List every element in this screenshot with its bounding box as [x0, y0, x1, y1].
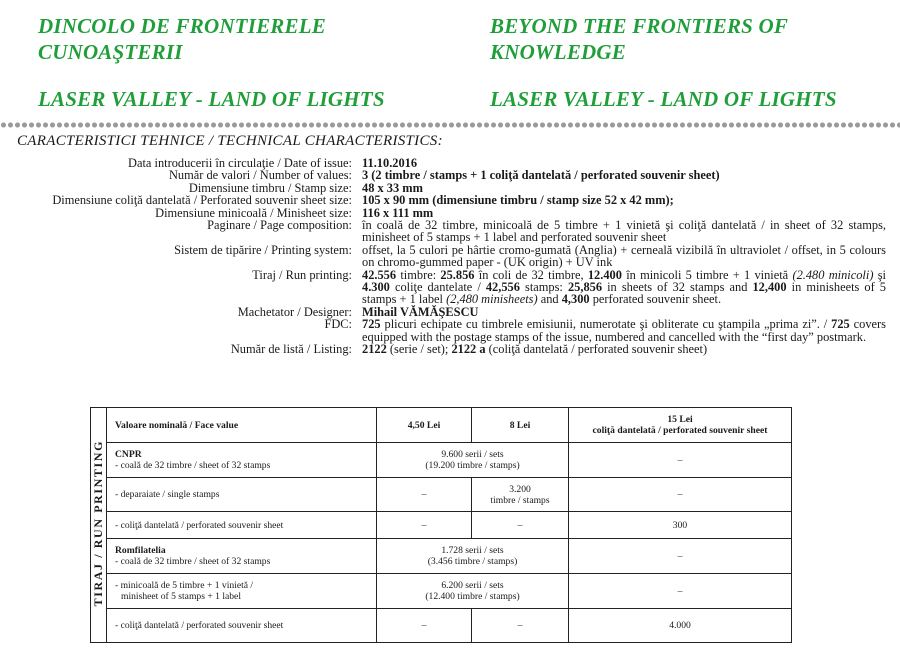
spec-label: Dimensiune minicoală / Minisheet size:	[155, 205, 352, 220]
subtitle-romanian: LASER VALLEY - LAND OF LIGHTS	[38, 87, 385, 111]
row-desc: - coliţă dantelată / perforated souvenir sheet	[107, 512, 377, 539]
row-value-3: –	[569, 539, 792, 574]
spec-row-fdc	[0, 318, 890, 343]
row-value-1: –	[377, 512, 472, 539]
table-row	[91, 478, 792, 512]
spec-row-sheet-size	[0, 194, 890, 206]
row-value-3: –	[569, 574, 792, 609]
spec-label: Data introducerii în circulaţie / Date of issue:	[128, 156, 352, 170]
vertical-label: TIRAJ / RUN PRINTING	[91, 440, 105, 607]
row-desc: - deparaiate / single stamps	[107, 478, 377, 512]
table-row	[91, 512, 792, 539]
table-row	[91, 609, 792, 643]
title-romanian: DINCOLO DE FRONTIERELE CUNOAŞTERII	[38, 14, 326, 64]
spec-label: Machetator / Designer:	[237, 304, 352, 319]
spec-label: Tiraj / Run printing:	[252, 267, 352, 282]
row-desc: - coliţă dantelată / perforated souvenir sheet	[107, 609, 377, 643]
row-value-2: 3.200 timbre / stamps	[472, 478, 569, 512]
header-value-1: 4,50 Lei	[377, 408, 472, 443]
spec-value: offset, la 5 culori pe hârtie cromo-gumată (Anglia) + cerneală vizibilă în ultraviolet / offset, in 5 colours on chromo-gummed paper - (UK origin) + UV ink	[362, 242, 886, 270]
row-value-2: –	[472, 512, 569, 539]
section-heading: CARACTERISTICI TEHNICE / TECHNICAL CHARACTERISTICS:	[17, 133, 443, 149]
table-vertical-label-cell	[91, 408, 107, 643]
row-desc: - minicoală de 5 timbre + 1 vinietă / minisheet of 5 stamps + 1 label	[107, 574, 377, 609]
spec-value: 48 x 33 mm	[362, 180, 423, 195]
spec-value: Mihail VĂMĂŞESCU	[362, 304, 479, 319]
spec-label: Sistem de tipărire / Printing system:	[174, 242, 352, 257]
spec-value: 42.556 timbre: 25.856 în coli de 32 timbre, 12.400 în minicoli 5 timbre + 1 vinietă (2.480 minicoli) şi 4.300 coliţe dantelate / 42,556 stamps: 25,856 in sheets of 32 stamps and 12,400 in minisheets of 5 stamps + 1 label (2,480 minisheets) and 4,300 perforated souvenir sheet.	[362, 267, 887, 307]
spec-row-page-composition	[0, 219, 890, 244]
spec-value: 11.10.2016	[362, 156, 418, 170]
spec-label: Paginare / Page composition:	[207, 218, 352, 233]
spec-label: FDC:	[324, 317, 352, 332]
header-value-2: 8 Lei	[472, 408, 569, 443]
table-row	[91, 443, 792, 478]
spec-value: 3 (2 timbre / stamps + 1 coliţă dantelată / perforated souvenir sheet)	[362, 168, 720, 183]
row-value-1: –	[377, 478, 472, 512]
run-printing-table	[90, 407, 792, 643]
dotted-divider	[0, 120, 900, 130]
spec-label: Număr de listă / Listing:	[230, 342, 352, 357]
row-merged-value: 1.728 serii / sets (3.456 timbre / stamps)	[377, 539, 569, 574]
header-value-3: 15 Lei coliţă dantelată / perforated souvenir sheet	[569, 408, 792, 443]
spec-row-number-of-values	[0, 169, 890, 181]
spec-label: Număr de valori / Number of values:	[168, 168, 352, 183]
spec-value: 2122 (serie / set); 2122 a (coliţă dantelată / perforated souvenir sheet)	[362, 342, 708, 357]
row-value-3: 300	[569, 512, 792, 539]
subtitle-english: LASER VALLEY - LAND OF LIGHTS	[490, 87, 837, 111]
spec-value: 105 x 90 mm (dimensiune timbru / stamp size 52 x 42 mm);	[362, 193, 674, 208]
spec-label: Dimensiune timbru / Stamp size:	[188, 180, 352, 195]
row-value-3: 4.000	[569, 609, 792, 643]
row-value-3: –	[569, 443, 792, 478]
spec-label: Dimensiune coliţă dantelată / Perforated souvenir sheet size:	[52, 193, 352, 208]
spec-value: 116 x 111 mm	[362, 205, 434, 220]
spec-value: în coală de 32 timbre, minicoală de 5 timbre + 1 vinietă şi coliţă dantelată / in sheet of 32 stamps, minisheet of 5 stamps + 1 label and perforated souvenir sheet	[362, 218, 886, 245]
table-header-row	[91, 408, 792, 443]
specs-list	[0, 157, 890, 356]
row-merged-value: 9.600 serii / sets (19.200 timbre / stamps)	[377, 443, 569, 478]
spec-row-listing	[0, 343, 890, 355]
spec-row-printing-system	[0, 244, 890, 269]
row-value-3: –	[569, 478, 792, 512]
header-face-value: Valoare nominală / Face value	[107, 408, 377, 443]
table-row	[91, 539, 792, 574]
spec-value: 725 plicuri echipate cu timbrele emisiunii, numerotate şi obliterate cu ştampila „prima zi”. / 725 covers equipped with the postage stamps of the issue, numbered and cancelled with the “first day” postmark.	[362, 317, 887, 344]
row-merged-value: 6.200 serii / sets (12.400 timbre / stamps)	[377, 574, 569, 609]
row-desc: Romfilatelia - coală de 32 timbre / sheet of 32 stamps	[107, 539, 377, 574]
row-value-1: –	[377, 609, 472, 643]
title-english: BEYOND THE FRONTIERS OF KNOWLEDGE	[490, 14, 788, 64]
row-desc: CNPR - coală de 32 timbre / sheet of 32 stamps	[107, 443, 377, 478]
spec-row-run-printing	[0, 269, 890, 306]
row-value-2: –	[472, 609, 569, 643]
table-row	[91, 574, 792, 609]
